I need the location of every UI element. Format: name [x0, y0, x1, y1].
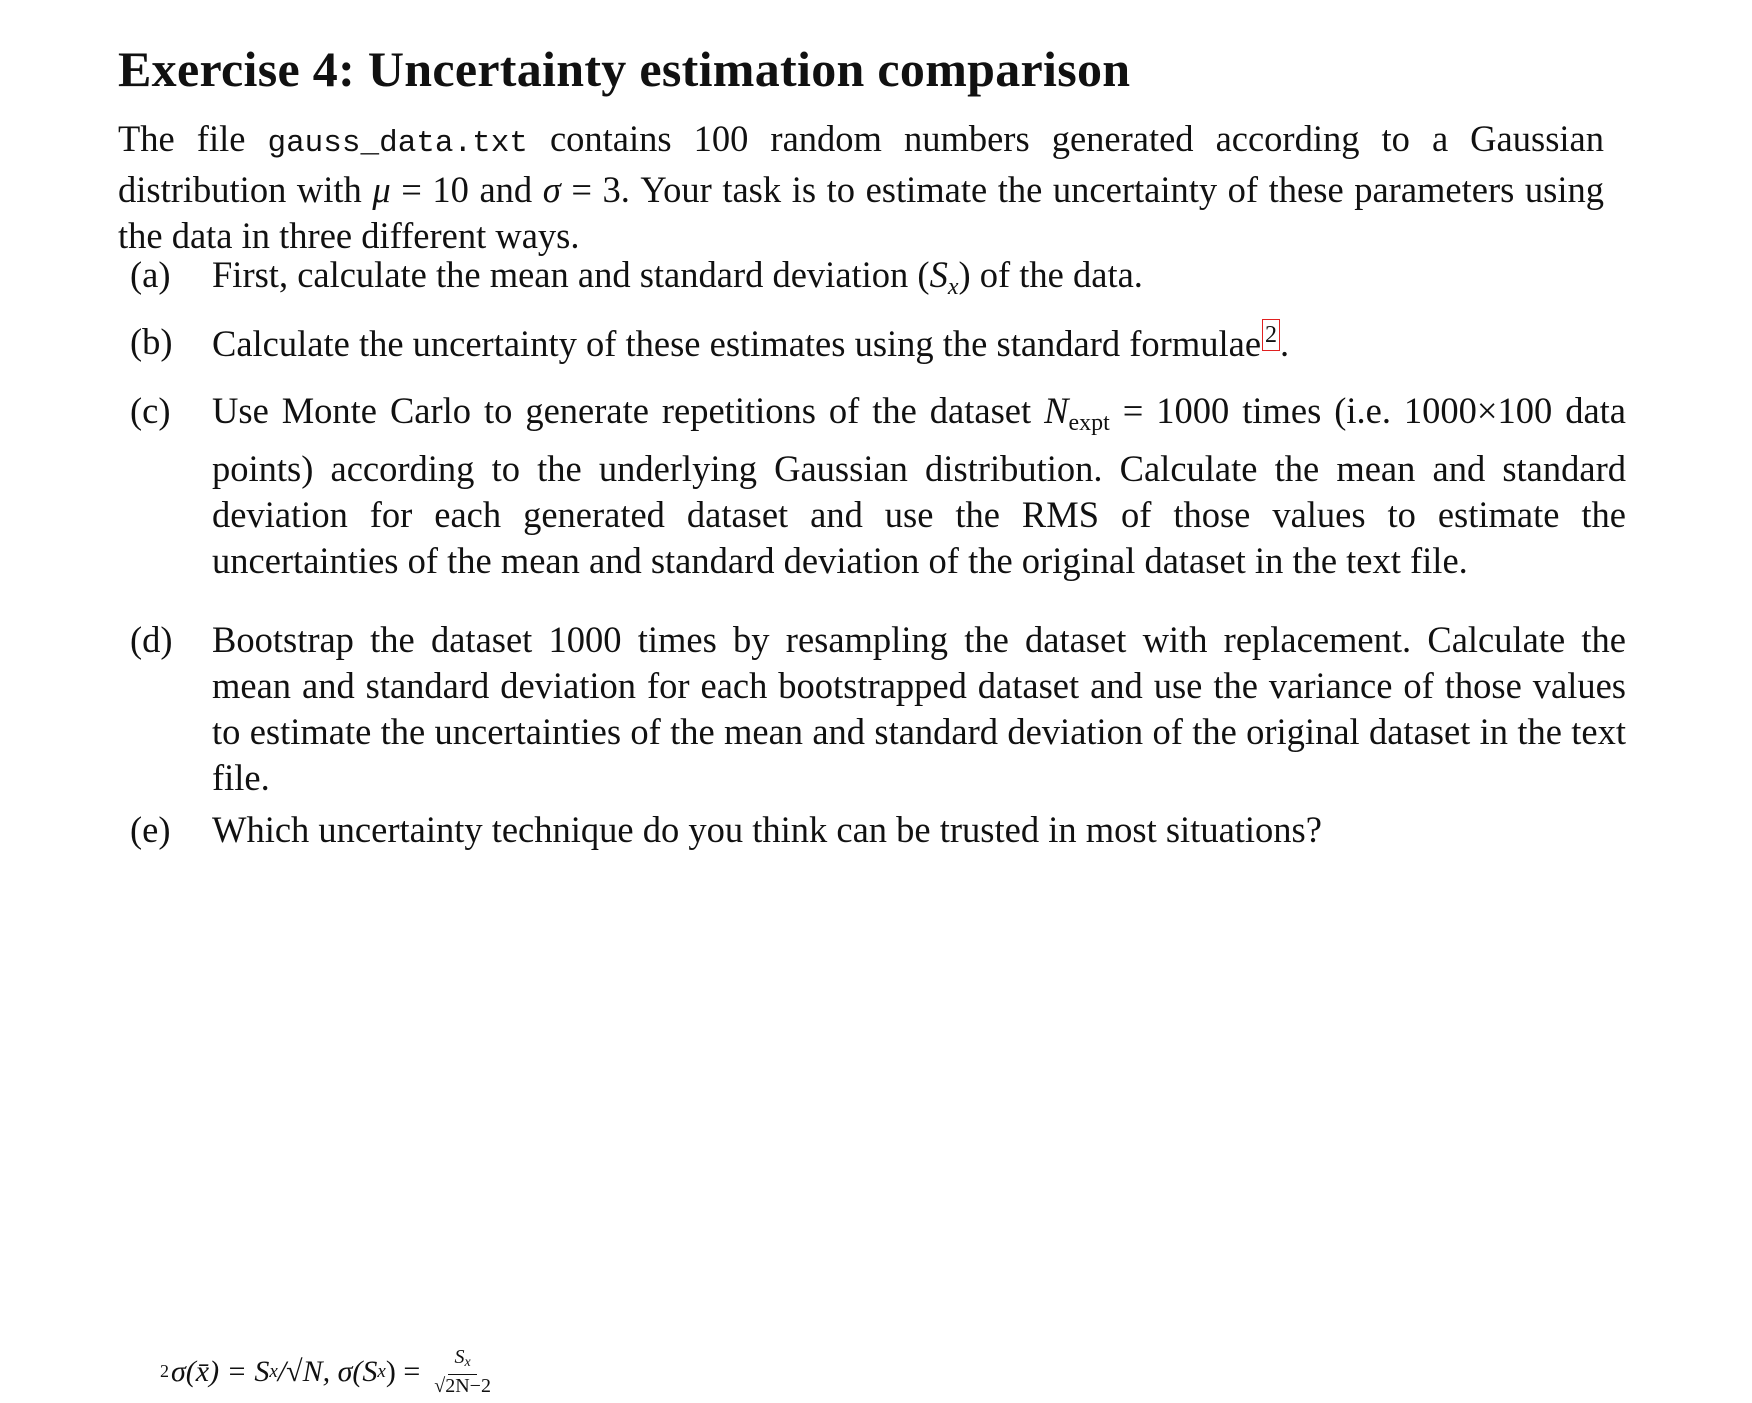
sigma-symbol: σ: [542, 169, 561, 210]
item-label: (c): [130, 390, 171, 431]
intro-paragraph: [118, 116, 1604, 259]
item-text: Use Monte Carlo to generate repetitions of the dataset: [212, 390, 1045, 431]
item-text: .: [1280, 323, 1290, 364]
item-text: Bootstrap the dataset 1000 times by resampling the dataset with replacement. Calculate the mean and standard deviation for each bootstrapped dataset and use the variance of those values to estimate the uncertainties of the mean and standard deviation of the original dataset in the text file.: [212, 619, 1626, 798]
intro-text-4: = 3. Your task is to estimate the uncertainty of these parameters using the data in three different ways.: [118, 169, 1604, 256]
intro-text-3: = 10 and: [390, 169, 543, 210]
footnote-formula-1: σ(x̄) = S: [171, 1354, 270, 1388]
item-body: [212, 319, 1626, 367]
list-item-e: [130, 807, 1626, 853]
item-body: [212, 617, 1626, 801]
footnote-formula-2: /√N, σ(S: [277, 1354, 378, 1388]
data-filename: gauss_data.txt: [267, 126, 528, 161]
item-text: ) of the data.: [958, 254, 1143, 295]
fraction-numerator: [448, 1346, 476, 1375]
item-body: [212, 252, 1626, 310]
footnote-formula-3: ) =: [385, 1354, 421, 1388]
fraction-numerator-subscript: x: [464, 1355, 471, 1370]
item-text: = 1000 times (i.e. 1000×100 data points) according to the underlying Gaussian distribution. Calculate the mean and standard deviation for each generated dataset and use the RMS of those values to estimate the uncertainties of the mean and standard deviation of the original dataset in the text file.: [212, 390, 1626, 581]
math-subscript: x: [947, 274, 959, 300]
exercise-title: Exercise 4: Uncertainty estimation comparison: [118, 41, 1131, 97]
item-text: Calculate the uncertainty of these estimates using the standard formulae: [212, 323, 1262, 364]
math-subscript: expt: [1068, 410, 1110, 436]
item-label: (b): [130, 321, 173, 362]
list-item-b: [130, 319, 1626, 367]
mu-symbol: μ: [372, 169, 391, 210]
footnote-subscript: x: [377, 1360, 386, 1382]
list-item-a: [130, 252, 1626, 310]
item-label: (d): [130, 619, 173, 660]
intro-text-2: contains 100 random numbers generated according to a Gaussian distribution with: [118, 118, 1604, 210]
list-item-c: [130, 388, 1626, 584]
item-body: [212, 807, 1626, 853]
footnote-number: 2: [160, 1361, 169, 1381]
item-label: (a): [130, 254, 171, 295]
math-symbol: S: [929, 254, 948, 295]
footnote-fraction: [430, 1346, 495, 1397]
math-symbol: N: [1044, 390, 1069, 431]
list-item-d: [130, 617, 1626, 801]
footnote-link[interactable]: 2: [1262, 319, 1280, 351]
fraction-numerator-symbol: S: [454, 1346, 465, 1368]
item-body: [212, 388, 1626, 584]
intro-text-1: The file: [118, 118, 268, 159]
item-text: First, calculate the mean and standard deviation (: [212, 254, 930, 295]
footnote-subscript: x: [269, 1360, 278, 1382]
item-label: (e): [130, 809, 171, 850]
fraction-denominator: √2N−2: [434, 1375, 491, 1397]
item-text: Which uncertainty technique do you think can be trusted in most situations?: [212, 809, 1322, 850]
footnote: [160, 1346, 495, 1397]
